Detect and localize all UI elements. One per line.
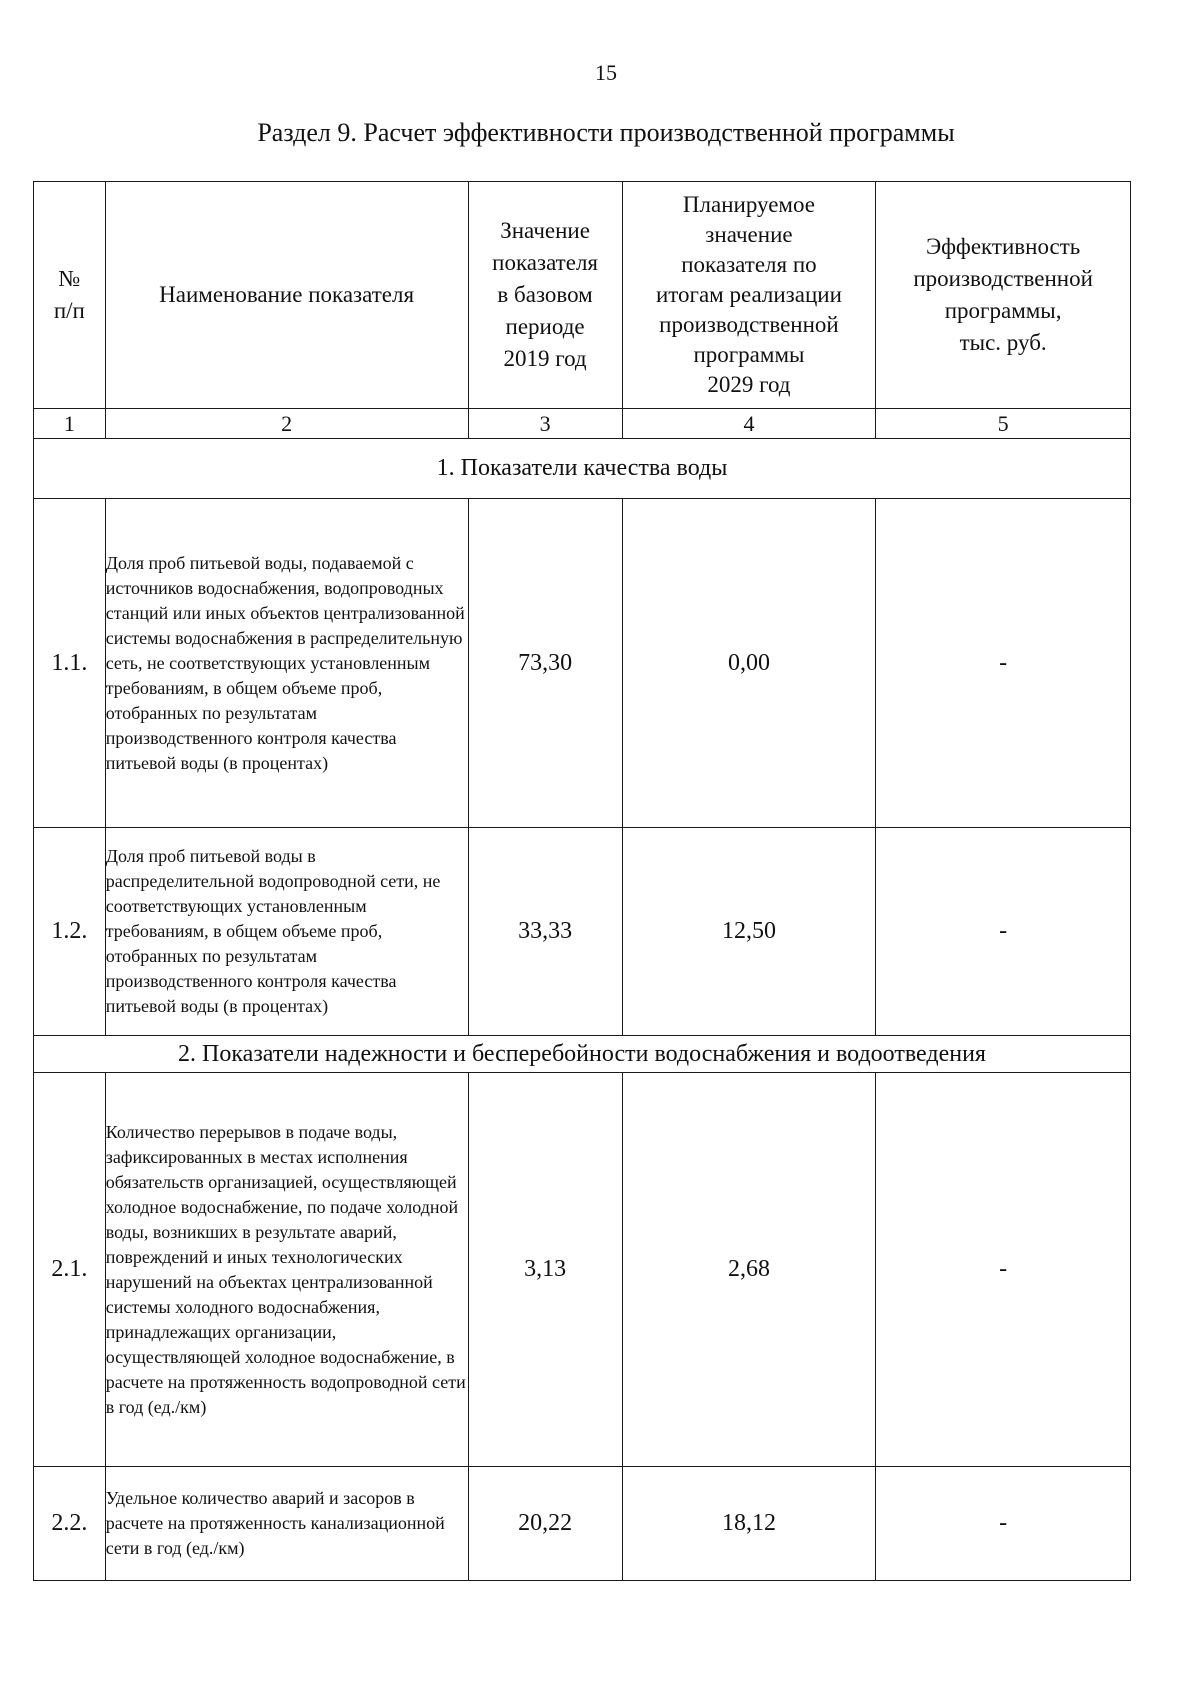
row-index: 1.2. <box>34 828 106 1036</box>
section-heading: 2. Показатели надежности и бесперебойности водоснабжения и водоотведения <box>34 1036 1131 1073</box>
table-row <box>34 499 1131 828</box>
row-efficiency: - <box>876 1073 1131 1467</box>
table-header-row <box>34 182 1131 409</box>
row-index: 2.1. <box>34 1073 106 1467</box>
header-number: № п/п <box>34 182 106 409</box>
section-heading: 1. Показатели качества воды <box>34 439 1131 499</box>
row-planned-value: 12,50 <box>622 828 876 1036</box>
row-indicator-name: Доля проб питьевой воды, подаваемой с источников водоснабжения, водопроводных станций или иных объектов централизованной системы водоснабжения в распределительную сеть, не соответствующих установленным требованиям, в общем объеме проб, отобранных по результатам производственного контроля качества питьевой воды (в процентах) <box>105 499 468 828</box>
column-number: 4 <box>622 409 876 439</box>
column-number: 5 <box>876 409 1131 439</box>
header-planned-value: Планируемое значение показателя по итогам реализации производственной программы 2029 год <box>622 182 876 409</box>
header-indicator-name: Наименование показателя <box>105 182 468 409</box>
column-number-row <box>34 409 1131 439</box>
row-efficiency: - <box>876 1467 1131 1581</box>
row-base-value: 20,22 <box>468 1467 622 1581</box>
row-indicator-name: Удельное количество аварий и засоров в расчете на протяженность канализационной сети в год (ед./км) <box>105 1467 468 1581</box>
section-heading-row <box>34 1036 1131 1073</box>
page-number: 15 <box>595 60 617 85</box>
column-number: 2 <box>105 409 468 439</box>
column-number: 1 <box>34 409 106 439</box>
row-base-value: 3,13 <box>468 1073 622 1467</box>
row-efficiency: - <box>876 828 1131 1036</box>
column-number: 3 <box>468 409 622 439</box>
row-planned-value: 18,12 <box>622 1467 876 1581</box>
row-planned-value: 0,00 <box>622 499 876 828</box>
header-base-value: Значение показателя в базовом периоде 2019 год <box>468 182 622 409</box>
section-heading-row <box>34 439 1131 499</box>
table-row <box>34 828 1131 1036</box>
row-efficiency: - <box>876 499 1131 828</box>
row-index: 1.1. <box>34 499 106 828</box>
table-row <box>34 1467 1131 1581</box>
section-title: Раздел 9. Расчет эффективности производственной программы <box>257 118 955 147</box>
efficiency-table <box>33 181 1131 1581</box>
table-row <box>34 1073 1131 1467</box>
row-indicator-name: Количество перерывов в подаче воды, зафиксированных в местах исполнения обязательств организацией, осуществляющей холодное водоснабжение, по подаче холодной воды, возникших в результате аварий, повреждений и иных технологических нарушений на объектах централизованной системы холодного водоснабжения, принадлежащих организации, осуществляющей холодное водоснабжение, в расчете на протяженность водопроводной сети в год (ед./км) <box>105 1073 468 1467</box>
row-index: 2.2. <box>34 1467 106 1581</box>
row-base-value: 73,30 <box>468 499 622 828</box>
row-indicator-name: Доля проб питьевой воды в распределительной водопроводной сети, не соответствующих установленным требованиям, в общем объеме проб, отобранных по результатам производственного контроля качества питьевой воды (в процентах) <box>105 828 468 1036</box>
header-efficiency: Эффективность производственной программы, тыс. руб. <box>876 182 1131 409</box>
row-base-value: 33,33 <box>468 828 622 1036</box>
row-planned-value: 2,68 <box>622 1073 876 1467</box>
